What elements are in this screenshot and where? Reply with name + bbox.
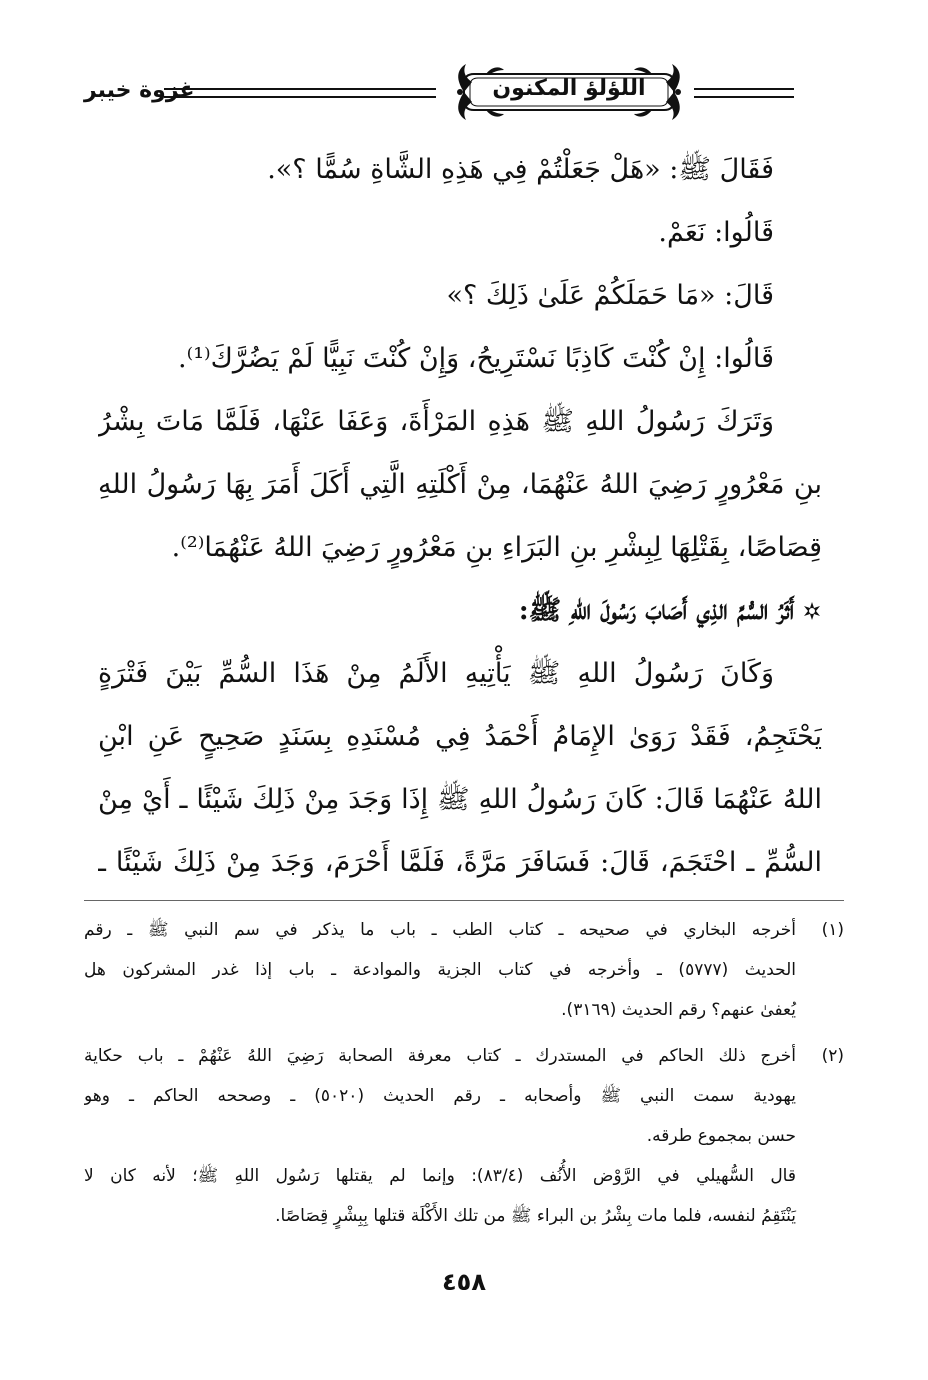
body-line: قَالَ: «مَا حَمَلَكُمْ عَلَىٰ ذَلِكَ ؟»: [446, 280, 774, 311]
footnotes: [84, 910, 844, 1236]
footnote-line: حسن بمجموع طرقه.: [646, 1126, 796, 1146]
page-number: ٤٥٨: [442, 1268, 486, 1296]
footnote-number: (٢): [821, 1046, 844, 1066]
footnote-line: قال السُّهيلي في الرَّوْض الأُنُف (٨٣/٤): وإنما لم يقتلها رَسُول اللهِ ﷺ؛ لأنه كان لا: [84, 1166, 796, 1186]
body-line: اللهُ عَنْهُمَا قَالَ: كَانَ رَسُولُ اللهِ ﷺ إِذَا وَجَدَ مِنْ ذَلِكَ شَيْئًا ـ أَيْ مِنْ: [98, 784, 822, 815]
footnote-line: أخرجه البخاري في صحيحه ـ كتاب الطب ـ باب ما يذكر في سم النبي ﷺ ـ رقم: [84, 920, 796, 940]
footnote-line: الحديث (٥٧٧٧) ـ وأخرجه في كتاب الجزية والموادعة ـ باب إذا غدر المشركون هل: [84, 960, 796, 980]
footnote-line: يُعفىٰ عنهم؟ رقم الحديث (٣١٦٩).: [561, 1000, 796, 1020]
footnote: [84, 1036, 844, 1236]
section-heading-text: أَثَرُ السُّمِّ الذِي أَصَابَ رَسُولَ اللهِ ﷺ:: [518, 595, 794, 626]
body-line: قَالُوا: نَعَمْ.: [658, 217, 774, 248]
footnote-line: يهودية سمت النبي ﷺ وأصحابه ـ رقم الحديث (٥٠٢٠) ـ وصححه الحاكم ـ وهو: [84, 1086, 796, 1106]
book-title: اللؤلؤ المكنون: [492, 76, 646, 101]
book-title-cartouche: [456, 60, 682, 124]
footnote-separator: [84, 900, 844, 901]
body-line: وَتَرَكَ رَسُولُ اللهِ ﷺ هَذِهِ المَرْأَةَ، وَعَفَا عَنْهَا، فَلَمَّا مَاتَ بِشْرُ: [98, 406, 774, 437]
footnote-line: أخرج ذلك الحاكم في المستدرك ـ كتاب معرفة الصحابة رَضِيَ اللهُ عَنْهُمْ ـ باب حكاية: [84, 1046, 796, 1066]
body-line: يَحْتَجِمُ، فَقَدْ رَوَىٰ الإِمَامُ أَحْمَدُ فِي مُسْنَدِهِ بِسَنَدٍ صَحِيحٍ عَنِ ابْنِ: [98, 721, 822, 752]
body-line: وَكَانَ رَسُولُ اللهِ ﷺ يَأْتِيهِ الأَلَمُ مِنْ هَذَا السُّمِّ بَيْنَ فَتْرَةٍ: [98, 658, 774, 689]
chapter-title: غزوة خيبر: [84, 78, 195, 103]
flower-bullet-icon: [802, 601, 822, 621]
section-heading: [98, 579, 822, 642]
body-line: فَقَالَ ﷺ: «هَلْ جَعَلْتُمْ فِي هَذِهِ الشَّاةِ سُمًّا ؟».: [267, 154, 774, 185]
body-line: قَالُوا: إِنْ كُنْتَ كَاذِبًا نَسْتَرِيحُ، وَإِنْ كُنْتَ نَبِيًّا لَمْ يَضُرَّكَ⁽¹⁾.: [177, 343, 774, 374]
footnote: [84, 910, 844, 1030]
header-rule-right: [694, 88, 794, 98]
running-header: [84, 58, 844, 126]
footnote-line: يَنْتَقِمُ لنفسه، فلما مات بِشْرُ بن البراء ﷺ من تلك الأَكْلَة قتلها بِبِشْرٍ قِصَاصًا.: [275, 1206, 796, 1226]
header-rule-left: [164, 88, 436, 98]
body-line: قِصَاصًا، بِقَتْلِهَا لِبِشْرِ بنِ البَرَاءِ بنِ مَعْرُورٍ رَضِيَ اللهُ عَنْهُمَا⁽²⁾.: [171, 532, 822, 563]
main-text: [98, 138, 822, 894]
body-line: السُّمِّ ـ احْتَجَمَ، قَالَ: فَسَافَرَ مَرَّةً، فَلَمَّا أَحْرَمَ، وَجَدَ مِنْ ذَلِكَ شَيْئًا ـ: [98, 847, 822, 878]
body-line: بنِ مَعْرُورٍ رَضِيَ اللهُ عَنْهُمَا، مِنْ أَكْلَتِهِ الَّتِي أَكَلَ أَمَرَ بِهَا رَسُولُ اللهِ: [98, 469, 822, 500]
footnote-number: (١): [821, 920, 844, 940]
